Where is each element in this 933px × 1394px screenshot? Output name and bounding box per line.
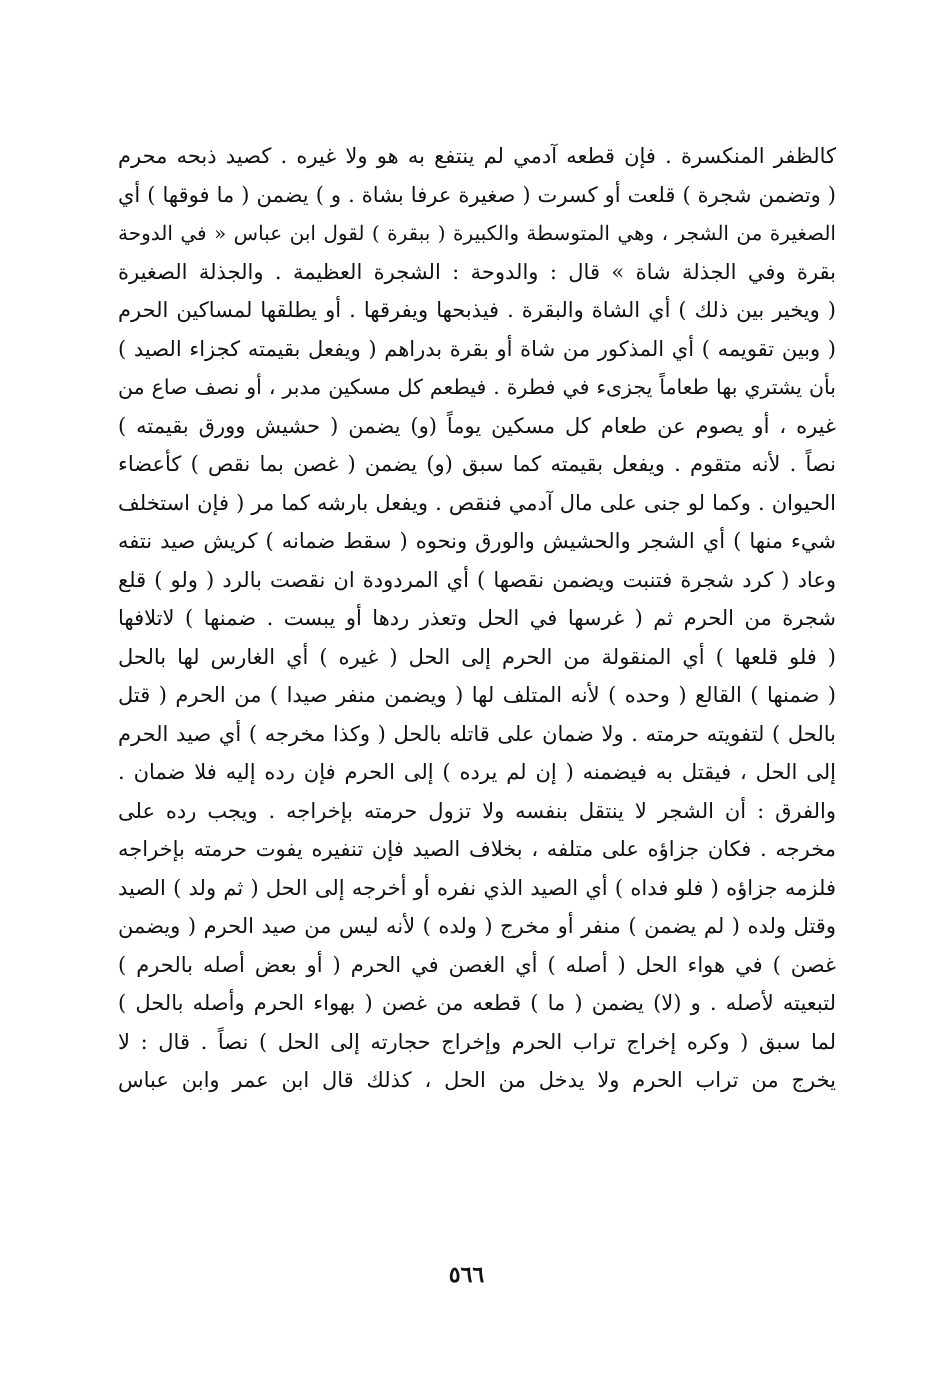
text-line-20: فلزمه جزاؤه ( فلو فداه ) أي الصيد الذي نفره أو أخرجه إلى الحل ( ثم ولد ) الصيد [118, 875, 836, 900]
text-line-22: غصن ) في هواء الحل ( أصله ) أي الغصن في الحرم ( أو بعض أصله بالحرم ) [118, 952, 836, 977]
text-line-23: لتبعيته لأصله . و (لا) يضمن ( ما ) قطعه من غصن ( بهواء الحرم وأصله بالحل ) [118, 991, 836, 1015]
text-line-19: مخرجه . فكان جزاؤه على متلفه ، بخلاف الصيد فإن تنفيره يفوت حرمته بإخراجه [118, 837, 836, 861]
text-line-9: نصاً . لأنه متقوم . ويفعل بقيمته كما سبق (و) يضمن ( غصن بما نقص ) كأعضاء [118, 452, 836, 476]
text-line-8: غيره ، أو يصوم عن طعام كل مسكين يوماً (و) يضمن ( حشيش وورق بقيمته ) [118, 413, 836, 438]
text-line-12: وعاد ( كرد شجرة فتنبت ويضمن نقصها ) أي المردودة ان نقصت بالرد ( ولو ) قلع [118, 567, 836, 592]
text-line-3: الصغيرة من الشجر ، وهي المتوسطة والكبيرة ( ببقرة ) لقول ابن عباس « في الدوحة [118, 221, 836, 245]
text-line-25: يخرج من تراب الحرم ولا يدخل من الحل ، كذلك قال ابن عمر وابن عباس [118, 1068, 836, 1092]
text-line-18: والفرق : أن الشجر لا ينتقل بنفسه ولا تزول حرمته بإخراجه . ويجب رده على [118, 798, 836, 823]
body-text [118, 137, 836, 1100]
text-line-11: شيء منها ) أي الشجر والحشيش والورق ونحوه ( سقط ضمانه ) كريش صيد نتفه [118, 529, 836, 553]
text-line-4: بقرة وفي الجذلة شاة » قال : والدوحة : الشجرة العظيمة . والجذلة الصغيرة [118, 259, 836, 284]
text-line-2: ( وتضمن شجرة ) قلعت أو كسرت ( صغيرة عرفا بشاة . و ) يضمن ( ما فوقها ) أي [118, 182, 836, 207]
text-line-6: ( وبين تقويمه ) أي المذكور من شاة أو بقرة بدراهم ( ويفعل بقيمته كجزاء الصيد ) [118, 336, 836, 361]
page-number: ٥٦٦ [448, 1262, 485, 1288]
text-line-15: ( ضمنها ) القالع ( وحده ) لأنه المتلف لها ( ويضمن منفر صيدا ) من الحرم ( قتل [118, 683, 836, 707]
text-line-16: بالحل ) لتفويته حرمته . ولا ضمان على قاتله بالحل ( وكذا مخرجه ) أي صيد الحرم [118, 721, 836, 746]
text-line-1: كالظفر المنكسرة . فإن قطعه آدمي لم ينتفع به هو ولا غيره . كصيد ذبحه محرم [118, 144, 836, 168]
text-line-7: بأن يشتري بها طعاماً يجزىء في فطرة . فيطعم كل مسكين مدبر ، أو نصف صاع من [118, 375, 836, 399]
text-line-5: ( ويخير بين ذلك ) أي الشاة والبقرة . فيذبحها ويفرقها . أو يطلقها لمساكين الحرم [118, 298, 836, 322]
text-line-10: الحيوان . وكما لو جنى على مال آدمي فنقص . ويفعل بارشه كما مر ( فإن استخلف [118, 490, 836, 515]
text-line-24: لما سبق ( وكره إخراج تراب الحرم وإخراج حجارته إلى الحل ) نصاً . قال : لا [118, 1029, 836, 1054]
text-line-21: وقتل ولده ( لم يضمن ) منفر أو مخرج ( ولده ) لأنه ليس من صيد الحرم ( ويضمن [118, 914, 836, 938]
text-line-13: شجرة من الحرم ثم ( غرسها في الحل وتعذر ردها أو يبست . ضمنها ) لاتلافها [118, 606, 836, 630]
text-line-14: ( فلو قلعها ) أي المنقولة من الحرم إلى الحل ( غيره ) أي الغارس لها بالحل [118, 644, 836, 669]
text-line-17: إلى الحل ، فيقتل به فيضمنه ( إن لم يرده ) إلى الحرم فإن رده إليه فلا ضمان . [118, 760, 836, 784]
